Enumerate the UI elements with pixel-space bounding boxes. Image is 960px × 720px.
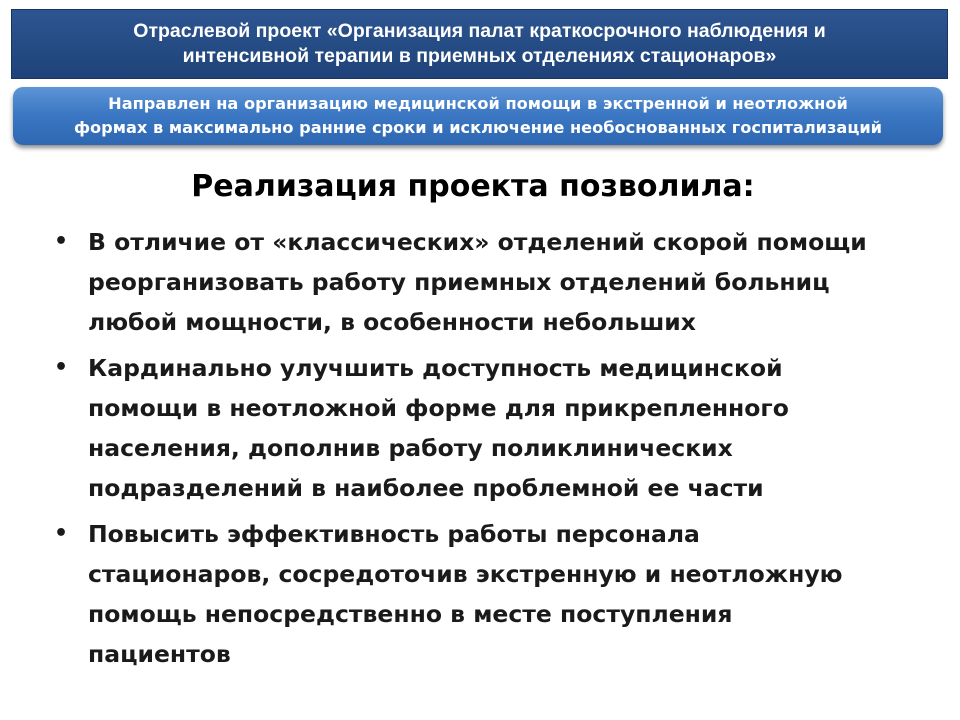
bullet-list: [40, 222, 920, 680]
bullet-text: [88, 514, 920, 674]
bullet-line: населения, дополнив работу поликлинических: [88, 434, 733, 462]
header-title-line: интенсивной терапии в приемных отделениях стационаров»: [182, 45, 777, 67]
bullet-line: стационаров, сосредоточив экстренную и неотложную: [88, 560, 843, 588]
subtitle-text: [18, 92, 938, 140]
subtitle-line: Направлен на организацию медицинской помощи в экстренной и неотложной: [108, 94, 848, 113]
header-title: [30, 19, 930, 69]
bullet-line: подразделений в наиболее проблемной ее части: [88, 474, 764, 502]
bullet-line: помощи в неотложной форме для прикрепленного: [88, 394, 789, 422]
bullet-line: Повысить эффективность работы персонала: [88, 520, 700, 548]
header-title-line: Отраслевой проект «Организация палат краткосрочного наблюдения и: [133, 20, 826, 42]
bullet-line: пациентов: [88, 640, 231, 668]
bullet-text: [88, 222, 920, 342]
bullet-dot-icon: •: [54, 521, 69, 546]
bullet-item: [40, 348, 920, 508]
bullet-dot-icon: •: [54, 355, 69, 380]
bullet-text: [88, 348, 920, 508]
bullet-item: [40, 514, 920, 674]
section-heading: Реализация проекта позволила:: [191, 169, 755, 204]
bullet-dot-icon: •: [54, 229, 69, 254]
subtitle-line: формах в максимально ранние сроки и исключение необоснованных госпитализаций: [73, 118, 883, 137]
bullet-line: реорганизовать работу приемных отделений больниц: [88, 268, 830, 296]
bullet-line: помощь непосредственно в месте поступления: [88, 600, 733, 628]
bullet-line: любой мощности, в особенности небольших: [88, 308, 696, 336]
subtitle-banner: [13, 87, 943, 145]
header-banner: [11, 9, 948, 79]
bullet-line: В отличие от «классических» отделений скорой помощи: [88, 228, 867, 256]
bullet-line: Кардинально улучшить доступность медицинской: [88, 354, 783, 382]
bullet-item: [40, 222, 920, 342]
